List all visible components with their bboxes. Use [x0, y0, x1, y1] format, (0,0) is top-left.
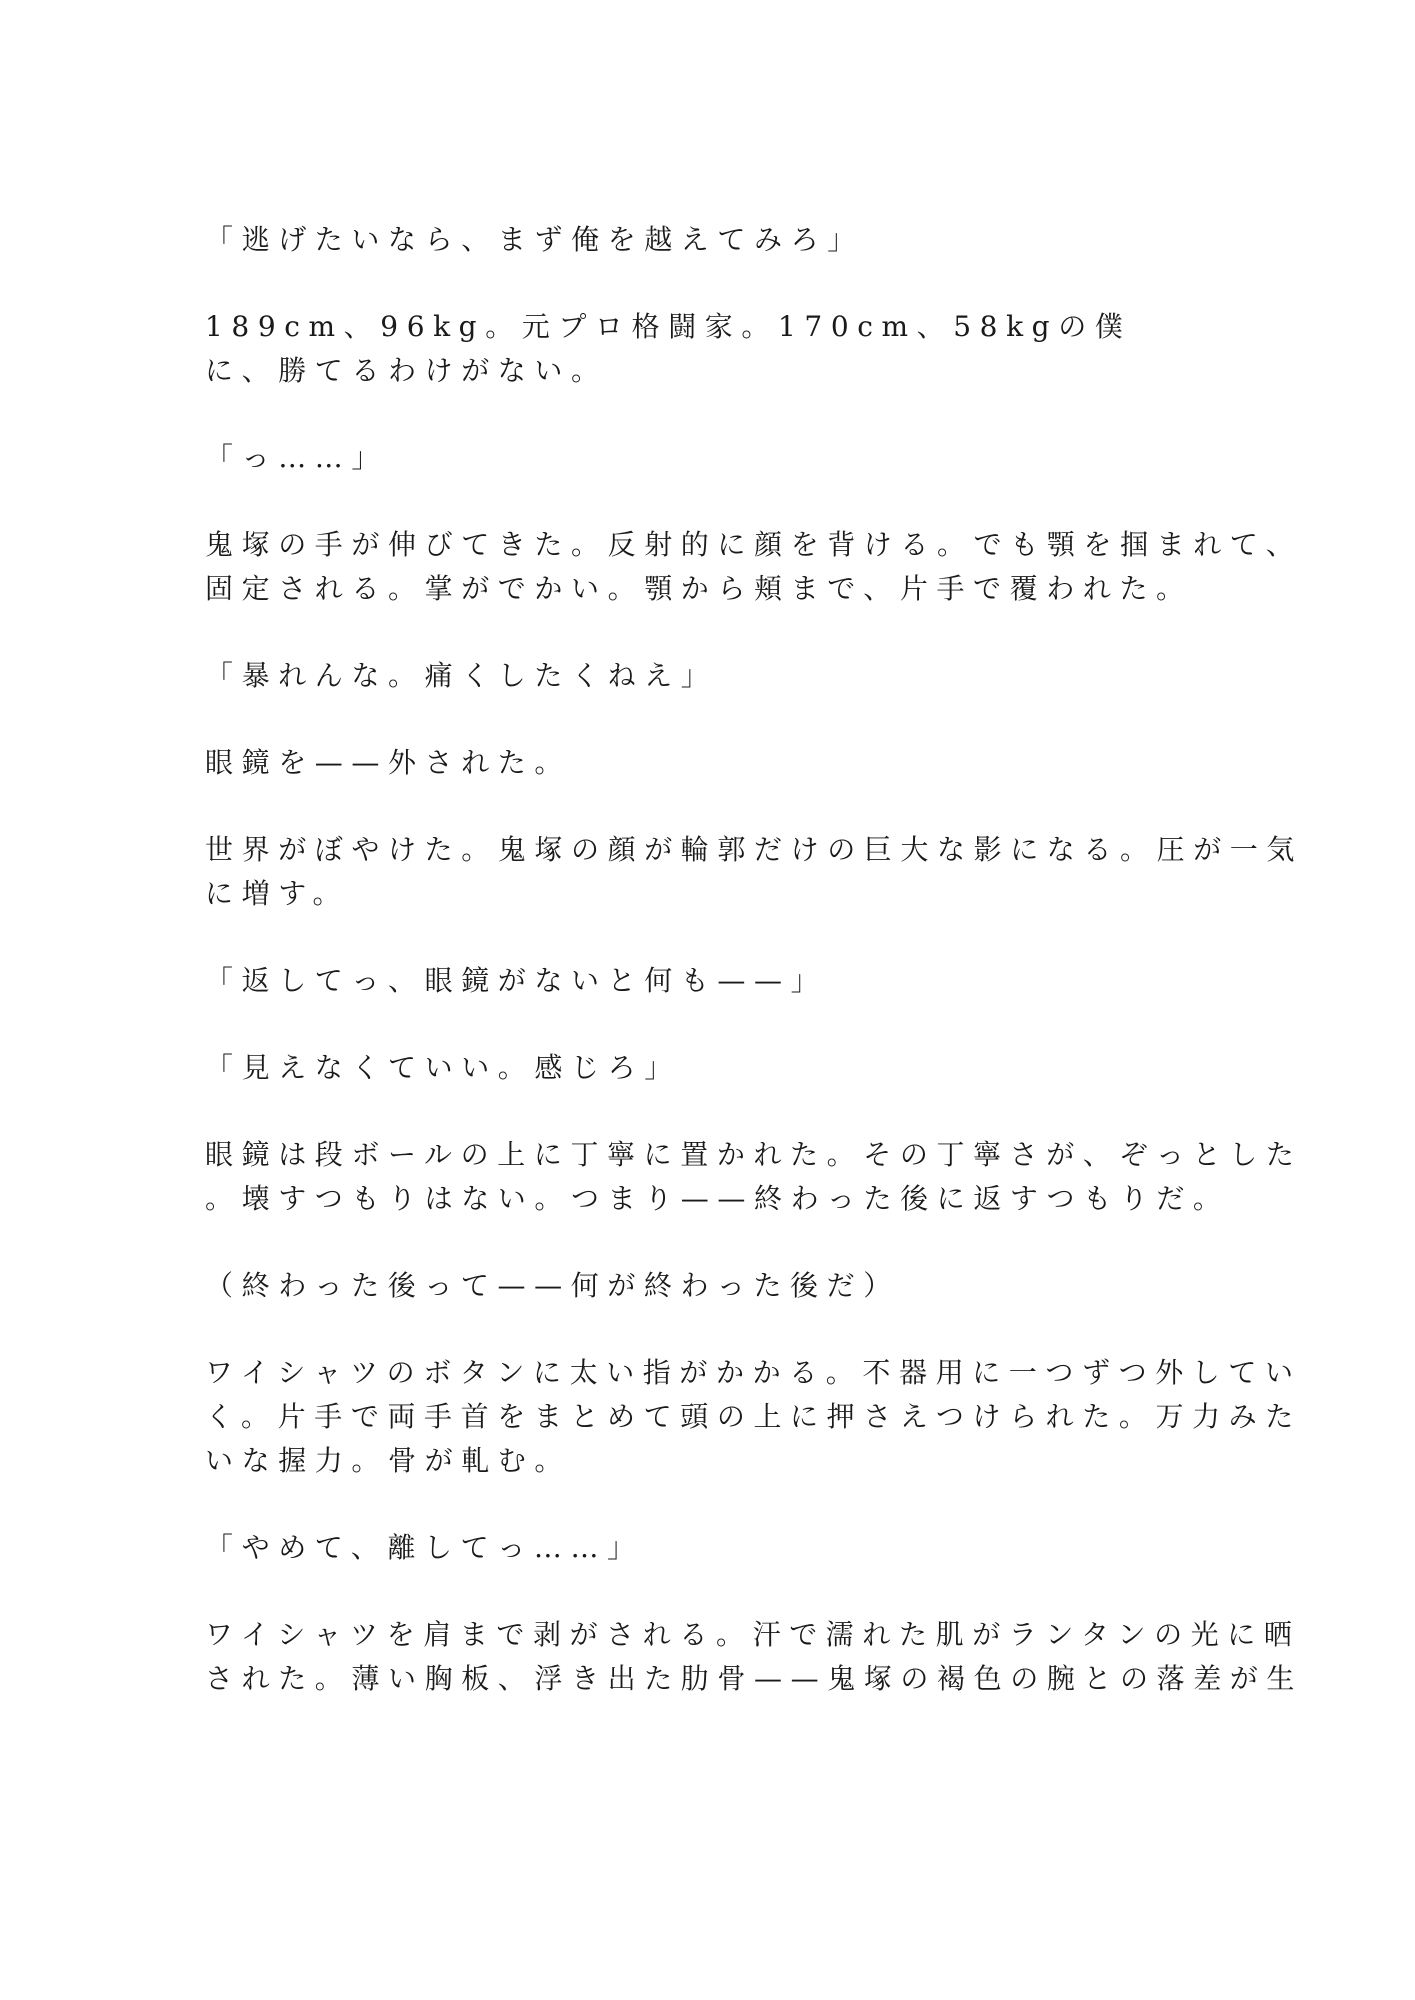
paragraph: [205, 1613, 1304, 1701]
paragraph: [205, 654, 1175, 698]
paragraph: [205, 959, 1175, 1003]
paragraph: [205, 741, 1175, 785]
text-line: く。片手で両手首をまとめて頭の上に押さえつけられた。万力みた: [205, 1400, 1302, 1433]
text-line: 鬼塚の手が伸びてきた。反射的に顔を背ける。でも顎を掴まれて、: [205, 528, 1303, 561]
paragraph: [205, 1264, 1175, 1308]
text-line: 世界がぼやけた。鬼塚の顔が輪郭だけの巨大な影になる。圧が一気: [205, 833, 1304, 866]
text-line: （終わった後って——何が終わった後だ）: [205, 1269, 900, 1302]
text-line: いな握力。骨が軋む。: [205, 1444, 572, 1477]
paragraph: [205, 1133, 1303, 1221]
text-line: に、勝てるわけがない。: [205, 354, 608, 387]
text-line: ワイシャツを肩まで剥がされる。汗で濡れた肌がランタンの光に晒: [205, 1618, 1301, 1651]
paragraph: [205, 828, 1304, 916]
text-line: 「返してっ、眼鏡がないと何も——」: [205, 964, 828, 997]
paragraph: [205, 1351, 1302, 1483]
text-line: 189cm、96kg。元プロ格闘家。170cm、58kgの僕: [205, 310, 1132, 343]
text-line: 眼鏡を——外された。: [205, 746, 572, 779]
text-line: ワイシャツのボタンに太い指がかかる。不器用に一つずつ外してい: [205, 1356, 1302, 1389]
paragraph: [205, 436, 1175, 480]
text-line: 「やめて、離してっ……」: [205, 1531, 644, 1564]
text-line: 「見えなくていい。感じろ」: [205, 1051, 681, 1084]
text-line: 固定される。掌がでかい。顎から頬まで、片手で覆われた。: [205, 572, 1193, 605]
paragraph: [205, 218, 1175, 262]
text-line: に増す。: [205, 877, 350, 910]
paragraph: [205, 305, 1175, 393]
paragraph: [205, 1526, 1175, 1570]
text-line: 「っ……」: [205, 441, 389, 474]
text-line: された。薄い胸板、浮き出た肋骨——鬼塚の褐色の腕との落差が生: [205, 1662, 1304, 1695]
paragraph: [205, 1046, 1175, 1090]
text-line: 。壊すつもりはない。つまり——終わった後に返すつもりだ。: [205, 1182, 1230, 1215]
text-line: 「逃げたいなら、まず俺を越えてみろ」: [205, 223, 864, 256]
text-body: [205, 218, 1304, 1744]
text-line: 眼鏡は段ボールの上に丁寧に置かれた。その丁寧さが、ぞっとした: [205, 1138, 1303, 1171]
text-line: 「暴れんな。痛くしたくねえ」: [205, 659, 718, 692]
paragraph: [205, 523, 1303, 611]
